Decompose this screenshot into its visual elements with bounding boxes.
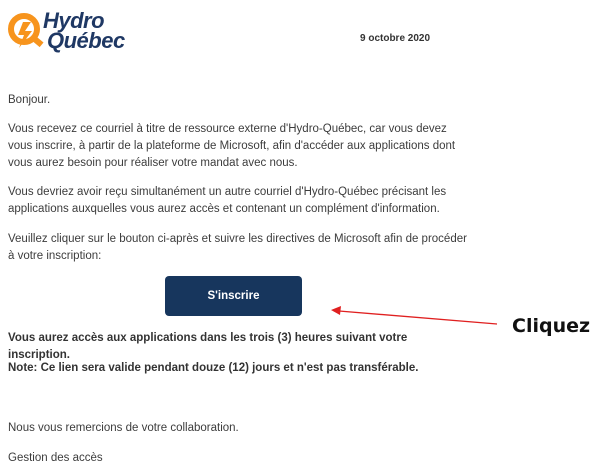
- greeting: Bonjour.: [8, 94, 51, 106]
- paragraph-other-email: Vous devriez avoir reçu simultanément un autre courriel d'Hydro-Québec précisant les applications auxquelles vous aurez accès et contenant un complément d'information.: [8, 186, 447, 215]
- signature: Gestion des accès: [8, 452, 103, 464]
- paragraph-intro: Vous recevez ce courriel à titre de ressource externe d'Hydro-Québec, car vous devez vous inscrire, à partir de la plateforme de Microsoft, afin d'accéder aux applications dont vous aurez besoin pour réaliser votre mandat avec nous.: [8, 123, 456, 169]
- brand-name-line2: Québec: [47, 28, 125, 53]
- brand-name-line1: Hydro: [43, 8, 105, 33]
- paragraph-instructions: Veuillez cliquer sur le bouton ci-après et suivre les directives de Microsoft afin de procéder à votre inscription:: [8, 233, 467, 262]
- annotation-label: Cliquez: [512, 315, 591, 337]
- sinscrire-button[interactable]: S'inscrire: [165, 276, 302, 316]
- hydro-quebec-q-icon: [7, 12, 47, 54]
- annotation-arrow-icon: [325, 302, 500, 332]
- email-date: 9 octobre 2020: [360, 33, 431, 44]
- hydro-quebec-logo: [7, 6, 137, 56]
- validity-note: Note: Ce lien sera valide pendant douze (12) jours et n'est pas transférable.: [8, 362, 419, 374]
- thanks-text: Nous vous remercions de votre collaboration.: [8, 422, 239, 434]
- access-note: Vous aurez accès aux applications dans les trois (3) heures suivant votre inscription.: [8, 332, 408, 361]
